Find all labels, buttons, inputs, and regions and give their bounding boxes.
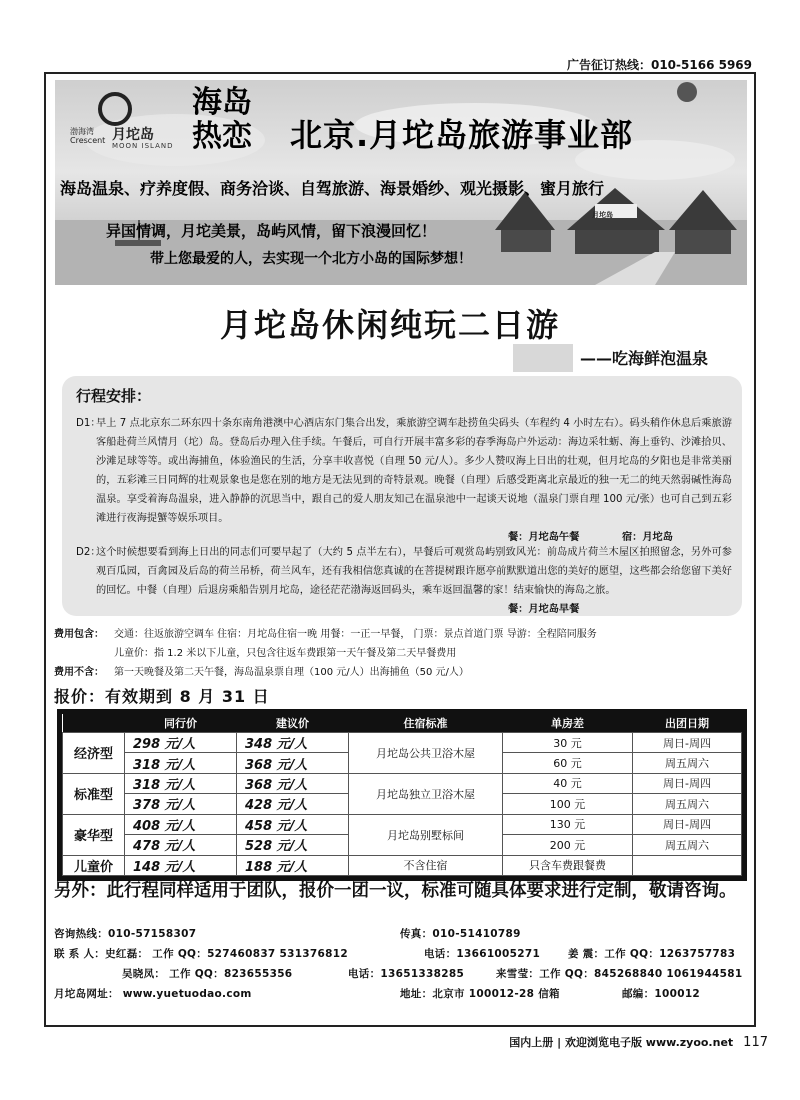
contact-line-2b: 电话：13651338285	[348, 968, 465, 980]
departure-dates: 周日-周四	[633, 773, 742, 793]
room-standard: 月坨岛别墅标间	[349, 814, 503, 855]
fees-include-label: 费用包含：	[54, 629, 104, 640]
slogan-1: 异国情调，月坨美景，岛屿风情，留下浪漫回忆！	[106, 222, 437, 240]
page-title: 月坨岛休闲纯玩二日游	[219, 306, 560, 344]
contact-line-1a: 联 系 人：史红磊： 工作 QQ：527460837 531376812	[54, 948, 348, 960]
suggest-price: 348 元/人	[237, 732, 349, 752]
service-list: 海岛温泉、疗养度假、商务洽谈、自驾旅游、海景婚纱、观光摄影、蜜月旅行	[60, 179, 605, 198]
page-number: 117	[743, 1035, 768, 1050]
row-type: 经济型	[63, 732, 125, 773]
logo-name: 月坨岛	[112, 127, 154, 143]
suggest-price: 368 元/人	[237, 773, 349, 793]
table-row	[63, 773, 742, 793]
fees-child: 儿童价：指 1.2 米以下儿童，只包含往返车费跟第一天午餐及第二天早餐费用	[114, 648, 457, 659]
logo-small-text: 渤海湾 Crescent	[70, 127, 106, 145]
header-blank	[63, 714, 125, 732]
single-supplement: 100 元	[503, 794, 633, 814]
single-supplement: 30 元	[503, 732, 633, 752]
header-peer: 同行价	[125, 714, 237, 732]
peer-price: 148 元/人	[125, 855, 237, 875]
departure-dates	[633, 855, 742, 875]
logo-english: MOON ISLAND	[112, 142, 174, 150]
header-single: 单房差	[503, 714, 633, 732]
header-suggest: 建议价	[237, 714, 349, 732]
ad-hotline: 广告征订热线：010-5166 5969	[566, 58, 752, 72]
address: 地址：北京市 100012-28 信箱	[400, 988, 560, 1000]
suggest-price: 188 元/人	[237, 855, 349, 875]
custom-note: 另外：此行程同样适用于团队，报价一团一议，标准可随具体要求进行定制，敬请咨询。	[54, 881, 737, 901]
logo-icon	[98, 92, 132, 126]
day1-label: D1：	[76, 418, 101, 429]
peer-price: 408 元/人	[125, 814, 237, 834]
day1-meal: 餐：月坨岛午餐	[508, 532, 580, 543]
day2-text: 这个时候想要看到海上日出的同志们可要早起了（大约 5 点半左右），早餐后可观赏岛屿别致风光：前岛成片荷兰木屋区拍照留念，另外可参观百瓜园，百禽园及后岛的荷兰吊桥，荷兰风车，还有我相信您真诚的在菩提树跟许愿亭前默默道出您的美好的愿望，这些都会给您留下美好的回忆。中餐（自理）后退房乘船告别月坨岛，途径茫茫渤海返回码头，乘车返回温馨的家！结束愉快的海岛之旅。	[96, 547, 732, 596]
price-table	[57, 709, 747, 881]
footer-text: 国内上册 | 欢迎浏览电子版 www.zyoo.net	[509, 1036, 734, 1049]
departure-dates: 周五周六	[633, 835, 742, 855]
consult-hotline: 咨询热线：010-57158307	[54, 928, 197, 940]
header-room: 住宿标准	[349, 714, 503, 732]
departure-dates: 周日-周四	[633, 732, 742, 752]
suggest-price: 368 元/人	[237, 753, 349, 773]
contact-line-1b: 电话：13661005271	[424, 948, 541, 960]
single-supplement: 只含车费跟餐费	[503, 855, 633, 875]
peer-price: 318 元/人	[125, 773, 237, 793]
room-standard: 月坨岛公共卫浴木屋	[349, 732, 503, 773]
fees-exclude-label: 费用不含：	[54, 667, 104, 678]
fees-exclude: 第一天晚餐及第二天午餐，海岛温泉票自理（100 元/人）出海捕鱼（50 元/人）	[114, 667, 469, 678]
peer-price: 378 元/人	[125, 794, 237, 814]
row-type: 标准型	[63, 773, 125, 814]
peer-price: 298 元/人	[125, 732, 237, 752]
gray-block	[513, 344, 573, 372]
fees-include: 交通：往返旅游空调车 住宿：月坨岛住宿一晚 用餐：一正一早餐， 门票：景点首道门票 导游：全程陪同服务	[114, 629, 597, 640]
banner-tag: 海岛热恋	[192, 85, 252, 154]
day1-stay: 宿：月坨岛	[622, 532, 673, 543]
fax: 传真：010-51410789	[400, 928, 521, 940]
table-row	[63, 855, 742, 875]
single-supplement: 40 元	[503, 773, 633, 793]
suggest-price: 428 元/人	[237, 794, 349, 814]
single-supplement: 130 元	[503, 814, 633, 834]
room-standard: 不含住宿	[349, 855, 503, 875]
single-supplement: 60 元	[503, 753, 633, 773]
itinerary-heading: 行程安排：	[76, 387, 152, 405]
table-header	[63, 714, 742, 732]
row-type: 豪华型	[63, 814, 125, 855]
balloon	[677, 82, 697, 102]
website-link[interactable]: 月坨岛网址： www.yuetuodao.com	[54, 988, 252, 1000]
suggest-price: 458 元/人	[237, 814, 349, 834]
room-standard: 月坨岛独立卫浴木屋	[349, 773, 503, 814]
day2-meal: 餐：月坨岛早餐	[508, 604, 580, 615]
contact-line-2a: 吴晓凤： 工作 QQ：823655356	[122, 968, 293, 980]
slogan-2: 带上您最爱的人，去实现一个北方小岛的国际梦想！	[150, 251, 472, 267]
page-footer	[0, 1034, 768, 1050]
departure-dates: 周五周六	[633, 753, 742, 773]
house-sign: 月坨岛	[592, 211, 613, 219]
day2-label: D2：	[76, 547, 101, 558]
departure-dates: 周日-周四	[633, 814, 742, 834]
table-row	[63, 732, 742, 752]
zipcode: 邮编：100012	[622, 988, 701, 1000]
department-name: 北京.月坨岛旅游事业部	[290, 116, 634, 154]
single-supplement: 200 元	[503, 835, 633, 855]
subtitle: ——吃海鲜泡温泉	[580, 349, 709, 368]
header-dates: 出团日期	[633, 714, 742, 732]
table-row	[63, 814, 742, 834]
suggest-price: 528 元/人	[237, 835, 349, 855]
peer-price: 318 元/人	[125, 753, 237, 773]
row-type: 儿童价	[63, 855, 125, 875]
quote-validity: 报价：有效期到 8 月 31 日	[54, 687, 270, 706]
day1-text: 早上 7 点北京东二环东四十条东南角港澳中心酒店东门集合出发，乘旅游空调车赴捞鱼尖码头（车程约 4 小时左右）。码头稍作休息后乘旅游客船赴荷兰风情月（坨）岛。登岛后办理入住手续。午餐后，可自行开展丰富多彩的春季海岛户外运动：海边采牡蛎、海上垂钓、沙滩拾贝、沙滩足球等等。或出海捕鱼，体验渔民的生活，分享丰收喜悦（自理 50 元/人）。多少人赞叹海上日出的壮观，但月坨岛的夕阳也是非常美丽的，五彩滩三日同辉的壮观景象也是您在别的地方是无法见到的奇特景观。晚餐（自理）后感受距离北京最近的独一无二的纯天然弱碱性海岛温泉。享受着海岛温泉，进入静静的沉思当中，跟自己的爱人朋友知己在温泉池中一起谈天说地（温泉门票自理 100 元/张）也可自己到五彩滩进行夜海提蟹等娱乐项目。	[96, 418, 732, 524]
departure-dates: 周五周六	[633, 794, 742, 814]
contact-line-2c: 来雪莹：工作 QQ：845268840 1061944581	[496, 968, 743, 980]
contact-line-1c: 姜 震：工作 QQ：1263757783	[568, 948, 736, 960]
peer-price: 478 元/人	[125, 835, 237, 855]
